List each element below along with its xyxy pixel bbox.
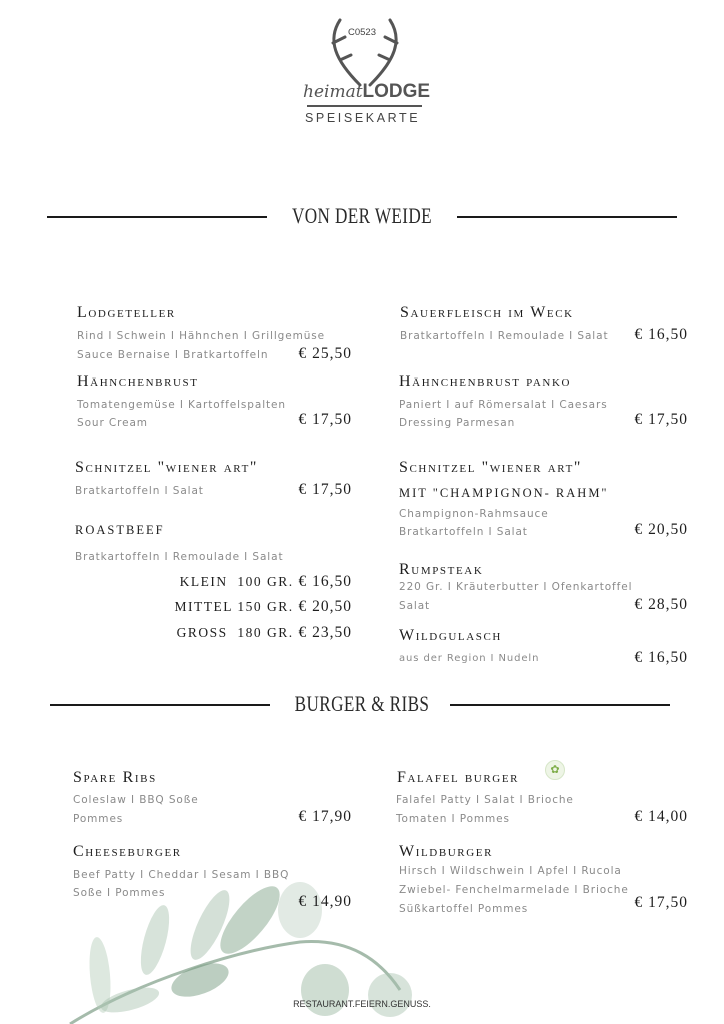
item-price: € 14,90 [298, 893, 352, 910]
item-desc: Champignon-Rahmsauce [399, 508, 549, 520]
logo-divider [307, 105, 422, 107]
item-desc: Zwiebel- Fenchelmarmelade I Brioche [399, 884, 629, 896]
item-desc: Paniert I auf Römersalat I Caesars [399, 399, 608, 411]
item-name: Hähnchenbrust panko [399, 373, 572, 390]
item-name: Wildburger [399, 843, 494, 860]
item-name: Cheeseburger [73, 843, 182, 860]
item-desc: Soße I Pommes [73, 887, 166, 899]
item-price: € 17,50 [298, 481, 352, 498]
item-name: Spare Ribs [73, 769, 157, 786]
size-label: KLEIN 100 GR. [179, 574, 294, 589]
item-desc: Hirsch I Wildschwein I Apfel I Rucola [399, 865, 622, 877]
item-desc: Sour Cream [77, 417, 148, 429]
item-desc: Süßkartoffel Pommes [399, 903, 529, 915]
item-name: Schnitzel "wiener art" [399, 459, 583, 476]
item-name-line2: MIT "CHAMPIGNON- RAHM" [399, 486, 609, 500]
item-desc: Coleslaw I BBQ Soße [73, 794, 199, 806]
item-name: Wildgulasch [399, 627, 502, 644]
brand-bold: LODGE [362, 81, 431, 102]
brand-name [303, 80, 430, 103]
item-price: € 17,50 [634, 894, 688, 911]
section-title: BURGER & RIBS [294, 691, 430, 716]
logo [295, 15, 435, 130]
size-label: MITTEL 150 GR. [174, 599, 294, 614]
footer-tagline: RESTAURANT.FEIERN.GENUSS. [293, 999, 431, 1009]
menu-code: C0523 [348, 27, 376, 38]
item-name: Rumpsteak [399, 561, 484, 578]
item-desc: Falafel Patty I Salat I Brioche [396, 794, 574, 806]
section-title: VON DER WEIDE [291, 203, 433, 228]
item-name: Lodgeteller [77, 304, 176, 321]
item-price: € 17,50 [298, 411, 352, 428]
item-name: Sauerfleisch im Weck [400, 304, 574, 321]
size-option [177, 624, 352, 642]
item-desc: Sauce Bernaise I Bratkartoffeln [77, 349, 269, 361]
size-price: € 16,50 [298, 573, 352, 590]
item-price: € 20,50 [634, 521, 688, 538]
vegan-leaf-icon: ✿ [545, 760, 565, 780]
size-price: € 20,50 [298, 598, 352, 615]
item-desc: Pommes [73, 813, 124, 825]
menu-subtitle: SPEISEKARTE [305, 111, 421, 125]
item-desc: Dressing Parmesan [399, 417, 516, 429]
item-desc: Bratkartoffeln I Remoulade I Salat [400, 330, 609, 342]
brand-script: heimat [303, 82, 363, 102]
item-desc: Tomatengemüse I Kartoffelspalten [77, 399, 286, 411]
size-option [180, 573, 352, 591]
size-price: € 23,50 [298, 624, 352, 641]
item-price: € 17,90 [298, 808, 352, 825]
item-name: Hähnchenbrust [77, 373, 199, 390]
item-price: € 16,50 [634, 649, 688, 666]
item-name: Falafel burger [397, 769, 520, 786]
item-price: € 17,50 [634, 411, 688, 428]
item-price: € 28,50 [634, 596, 688, 613]
item-desc: Bratkartoffeln I Salat [399, 526, 528, 538]
item-desc: 220 Gr. I Kräuterbutter I Ofenkartoffel [399, 581, 633, 593]
size-label: GROSS 180 GR. [176, 625, 294, 640]
item-desc: aus der Region I Nudeln [399, 653, 540, 664]
item-desc: Bratkartoffeln I Remoulade I Salat [75, 551, 284, 563]
item-desc: Tomaten I Pommes [396, 813, 510, 825]
item-price: € 16,50 [634, 326, 688, 343]
item-desc: Rind I Schwein I Hähnchen I Grillgemüse [77, 330, 325, 342]
item-desc: Salat [399, 600, 431, 612]
item-price: € 25,50 [298, 345, 352, 362]
item-name: Schnitzel "wiener art" [75, 459, 259, 476]
item-desc: Bratkartoffeln I Salat [75, 485, 204, 497]
item-name: ROASTBEEF [75, 523, 165, 537]
item-desc: Beef Patty I Cheddar I Sesam I BBQ [73, 869, 290, 881]
item-price: € 14,00 [634, 808, 688, 825]
size-option [175, 598, 353, 616]
